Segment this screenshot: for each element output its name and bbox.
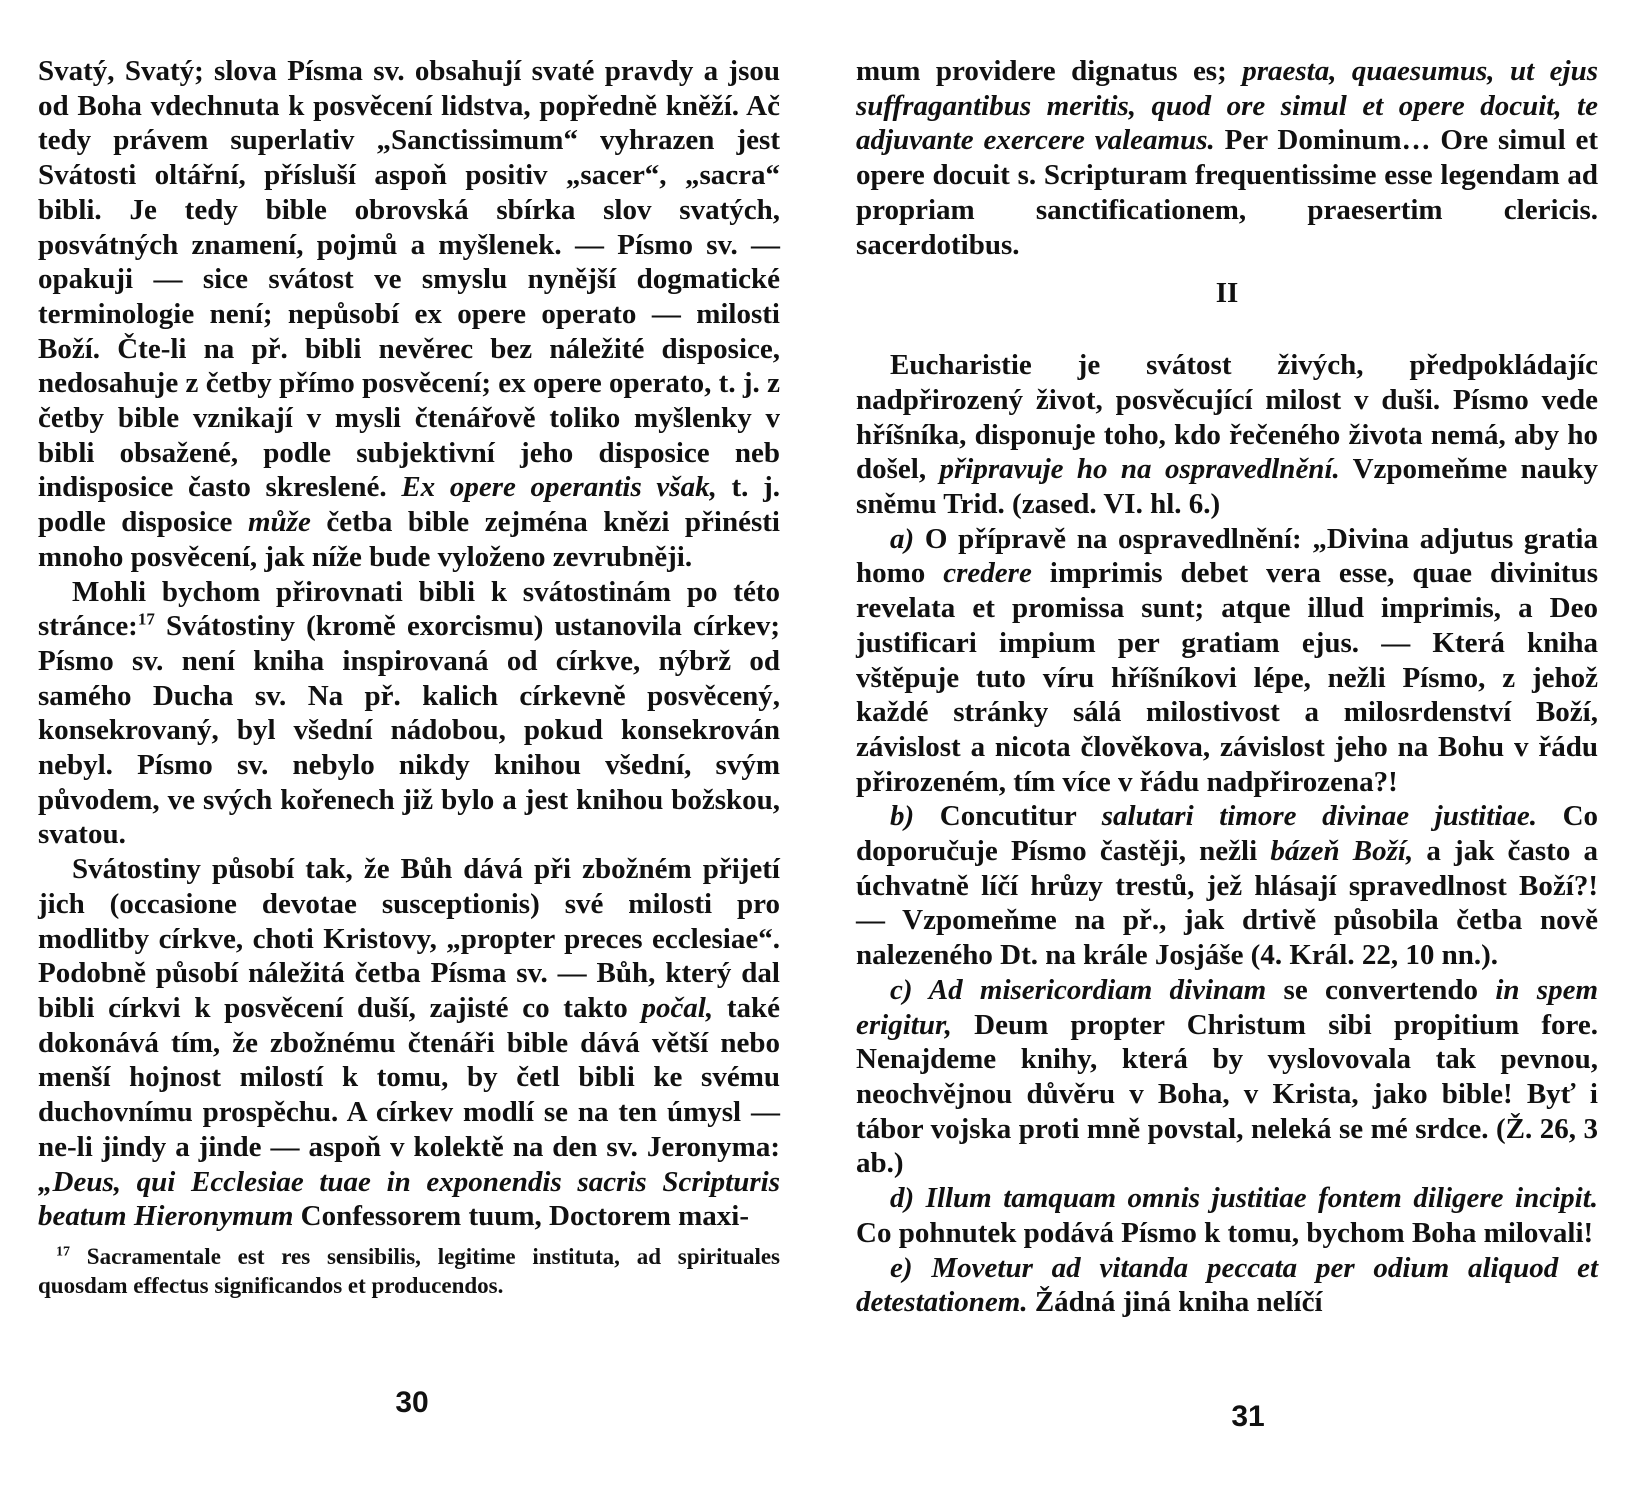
right-text-column [856,54,1598,1320]
right-page [816,0,1632,1500]
left-text-column [38,54,780,1300]
paragraph: a) O přípravě na ospravedlnění: „Divina adjutus gratia homo credere imprimis debet vera esse, quae divinitus revelata et promissa sunt; atque illud imprimis, a Deo justificari impium per gratiam ejus. — Která kniha vštěpuje tuto víru hříšníkovi lépe, nežli Písmo, z jehož každé stránky sálá milostivost a milosrdenství Boží, závislost a nicota člověkova, závislost jeho na Bohu v řádu přirozeném, tím více v řádu nadpřirozena?! [856,522,1598,798]
paragraph: b) Concutitur salutari timore divinae justitiae. Co doporučuje Písmo častěji, nežli bázeň Boží, a jak často a úchvatně líčí hrůzy trestů, jež hlásají spravedlnost Boží?! — Vzpomeňme na př., jak drtivě působila četba nově nalezeného Dt. na krále Josjáše (4. Král. 22, 10 nn.). [856,800,1599,972]
section-heading: II [1215,277,1239,310]
paragraph: Eucharistie je svátost živých, předpokládajíc nadpřirozený život, posvěcující milost v duši. Písmo vede hříšníka, disponuje toho, kdo řečeného života nemá, aby ho došel, připravuje ho na ospravedlnění. Vzpomeňme nauky sněmu Trid. (zased. VI. hl. 6.) [856,349,1599,521]
paragraph: Svátostiny působí tak, že Bůh dává při zbožném přijetí jich (occasione devotae susceptionis) své milosti pro modlitby církve, choti Kristovy, „propter preces ecclesiae“. Podobně působí náležitá četba Písma sv. — Bůh, který dal bibli církvi k posvěcení duší, zajisté co takto počal, také dokonává tím, že zbožnému čtenáři bible dává větší nebo menší hojnost milostí k tomu, by četl bibli ke svému duchovnímu prospěchu. A církev modlí se na ten úmysl — ne-li jindy a jinde — aspoň v kolektě na den sv. Jeronyma: „Deus, qui Ecclesiae tuae in exponendis sacris Scripturis beatum Hieronymum Confessorem tuum, Doctorem maxi- [38,853,780,1233]
paragraph: d) Illum tamquam omnis justitiae fontem diligere incipit. Co pohnutek podává Písmo k tomu, bychom Boha milovali! [856,1182,1598,1249]
paragraph: Svatý, Svatý; slova Písma sv. obsahují svaté pravdy a jsou od Boha vdechnuta k posvěcení lidstva, popředně kněží. Ač tedy právem superlativ „Sanctissimum“ vyhrazen jest Svátosti oltářní, přísluší aspoň positiv „sacer“, „sacra“ bibli. Je tedy bible obrovská sbírka slov svatých, posvátných znamení, pojmů a myšlenek. — Písmo sv. — opakuji — sice svátost ve smyslu nynější dogmatické terminologie není; nepůsobí ex opere operato — milosti Boží. Čte-li na př. bibli nevěrec bez náležité disposice, nedosahuje z četby přímo posvěcení; ex opere operato, t. j. z četby bible vznikají v mysli čtenářově toliko myšlenky v bibli obsažené, podle subjektivní jeho disposice neb indisposice často skreslené. Ex opere operantis však, t. j. podle disposice může četba bible zejména knězi přinésti mnoho posvěcení, jak níže bude vyloženo zevrubněji. [38,55,781,573]
footnote: $^{17}$ Sacramentale est res sensibilis, legitime instituta, ad spirituales quosdam effectus significandos et producendos. [38,1243,780,1298]
page-number: 31 [1231,1400,1265,1433]
page-number: 30 [395,1386,429,1419]
footnote-ref: 17 [137,609,155,629]
paragraph: e) Movetur ad vitanda peccata per odium aliquod et detestationem. Žádná jiná kniha nelíčí [856,1251,1598,1319]
paragraph: mum providere dignatus es; praesta, quaesumus, ut ejus suffragantibus meritis, quod ore simul et opere docuit, te adjuvante exercere valeamus. Per Dominum… Ore simul et opere docuit s. Scripturam frequentissime esse legendam ad propriam sanctificationem, praesertim clericis. sacerdotibus. [856,55,1599,261]
paragraph: Mohli bychom přirovnati bibli k svátostinám po této stránce:$^{17}$ Svátostiny (kromě exorcismu) ustanovila církev; Písmo sv. není kniha inspirovaná od církve, nýbrž od samého Ducha sv. Na př. kalich církevně posvěcený, konsekrovaný, byl všední nádobou, pokud konsekrován nebyl. Písmo sv. nebylo nikdy knihou všední, svým původem, ve svých kořenech již bylo a jest knihou božskou, svatou. [38,575,780,851]
paragraph: c) Ad misericordiam divinam se convertendo in spem erigitur, Deum propter Christum sibi propitium fore. Nenajdeme knihy, která by vyslovovala tak pevnou, neochvějnou důvěru v Boha, v Krista, jako bible! Byť i tábor vojska proti mně povstal, neleká se mé srdce. (Ž. 26, 3 ab.) [856,973,1599,1180]
